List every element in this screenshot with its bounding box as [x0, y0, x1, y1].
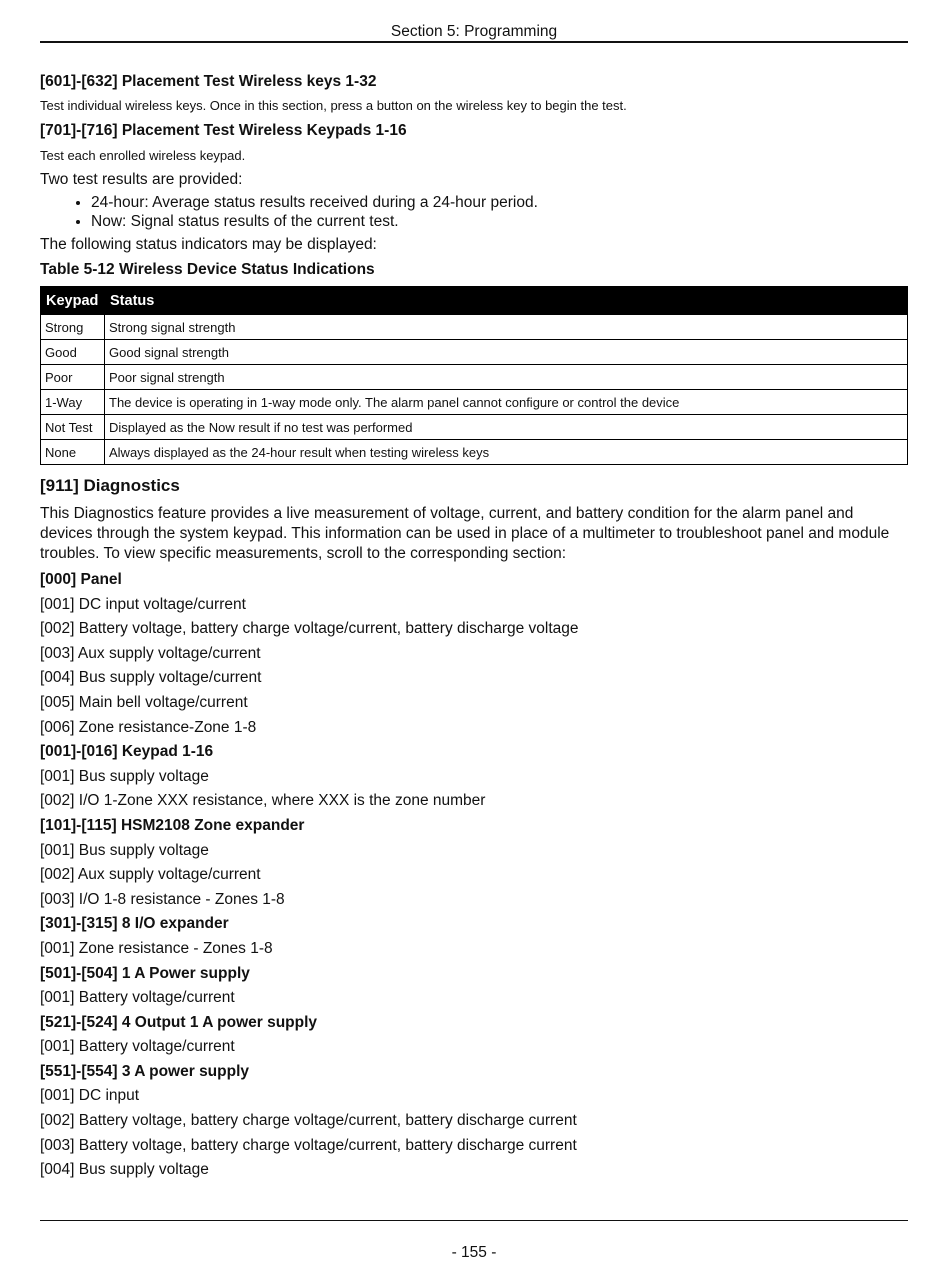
table-row — [41, 415, 908, 440]
table-cell: Good signal strength — [105, 340, 908, 365]
section-heading-601: [601]-[632] Placement Test Wireless keys 1-32 — [40, 73, 377, 90]
table-cell: Poor signal strength — [105, 365, 908, 390]
diagnostics-item: [001] Bus supply voltage — [40, 841, 209, 859]
diagnostics-item: [006] Zone resistance-Zone 1-8 — [40, 718, 257, 736]
table-cell: Strong signal strength — [105, 315, 908, 340]
indicators-intro: The following status indicators may be displayed: — [40, 236, 377, 253]
table-row — [41, 390, 908, 415]
diagnostics-item: [003] Aux supply voltage/current — [40, 644, 261, 662]
diagnostics-group-title: [000] Panel — [40, 571, 122, 588]
diagnostics-heading: [911] Diagnostics — [40, 476, 180, 495]
page-header: Section 5: Programming — [40, 22, 908, 43]
table-cell: None — [41, 440, 105, 465]
diagnostics-item: [001] Zone resistance - Zones 1-8 — [40, 939, 273, 957]
diagnostics-item: [003] I/O 1-8 resistance - Zones 1-8 — [40, 890, 285, 908]
table-row — [41, 315, 908, 340]
diagnostics-item: [002] Battery voltage, battery charge voltage/current, battery discharge voltage — [40, 620, 579, 638]
section-text-601: Test individual wireless keys. Once in this section, press a button on the wireless key to begin the test. — [40, 98, 627, 113]
list-item: • Now: Signal status results of the current test. — [91, 212, 908, 231]
status-table — [40, 286, 908, 465]
table-cell: 1-Way — [41, 390, 105, 415]
results-list — [40, 193, 908, 231]
diagnostics-item: [002] I/O 1-Zone XXX resistance, where XXX is the zone number — [40, 792, 486, 810]
table-header-row — [41, 287, 908, 315]
diagnostics-intro: This Diagnostics feature provides a live measurement of voltage, current, and battery condition for the alarm panel and devices through the system keypad. This information can be used in place of a multimeter to troubleshoot panel and module troubles. To view specific measurements, scroll to the corresponding section: — [40, 505, 890, 562]
page-number: - 155 - — [451, 1244, 497, 1261]
diagnostics-item: [005] Main bell voltage/current — [40, 693, 248, 711]
section-text-701: Test each enrolled wireless keypad. — [40, 148, 246, 163]
results-intro: Two test results are provided: — [40, 171, 243, 188]
diagnostics-item: [001] Battery voltage/current — [40, 1038, 235, 1056]
table-row — [41, 340, 908, 365]
footer-divider — [40, 1220, 908, 1221]
column-header-status: Status — [105, 287, 908, 315]
table-cell: Not Test — [41, 415, 105, 440]
diagnostics-item: [001] Bus supply voltage — [40, 767, 209, 785]
diagnostics-item: [001] DC input voltage/current — [40, 595, 246, 613]
diagnostics-item: [004] Bus supply voltage/current — [40, 669, 262, 687]
table-caption: Table 5-12 Wireless Device Status Indications — [40, 261, 375, 278]
list-item: • 24-hour: Average status results received during a 24-hour period. — [91, 193, 908, 212]
diagnostics-group-title: [301]-[315] 8 I/O expander — [40, 915, 229, 933]
table-row — [41, 365, 908, 390]
diagnostics-groups — [40, 568, 908, 1183]
column-header-keypad: Keypad — [41, 287, 105, 315]
diagnostics-item: [002] Aux supply voltage/current — [40, 866, 261, 884]
diagnostics-group-title: [001]-[016] Keypad 1-16 — [40, 743, 214, 761]
table-cell: Good — [41, 340, 105, 365]
diagnostics-group-title: [551]-[554] 3 A power supply — [40, 1062, 250, 1080]
diagnostics-item: [004] Bus supply voltage — [40, 1161, 209, 1179]
diagnostics-item: [001] Battery voltage/current — [40, 989, 235, 1007]
section-heading-701: [701]-[716] Placement Test Wireless Keypads 1-16 — [40, 122, 407, 139]
table-cell: Poor — [41, 365, 105, 390]
diagnostics-group-title: [521]-[524] 4 Output 1 A power supply — [40, 1013, 318, 1031]
diagnostics-group-title: [101]-[115] HSM2108 Zone expander — [40, 816, 305, 834]
table-cell: The device is operating in 1-way mode only. The alarm panel cannot configure or control the device — [105, 390, 908, 415]
table-cell: Always displayed as the 24-hour result when testing wireless keys — [105, 440, 908, 465]
table-cell: Strong — [41, 315, 105, 340]
diagnostics-item: [001] DC input — [40, 1087, 140, 1105]
diagnostics-item: [003] Battery voltage, battery charge voltage/current, battery discharge current — [40, 1136, 577, 1154]
table-cell: Displayed as the Now result if no test was performed — [105, 415, 908, 440]
diagnostics-group-title: [501]-[504] 1 A Power supply — [40, 964, 250, 982]
diagnostics-item: [002] Battery voltage, battery charge voltage/current, battery discharge current — [40, 1112, 577, 1130]
page-content — [40, 72, 908, 1183]
table-row — [41, 440, 908, 465]
